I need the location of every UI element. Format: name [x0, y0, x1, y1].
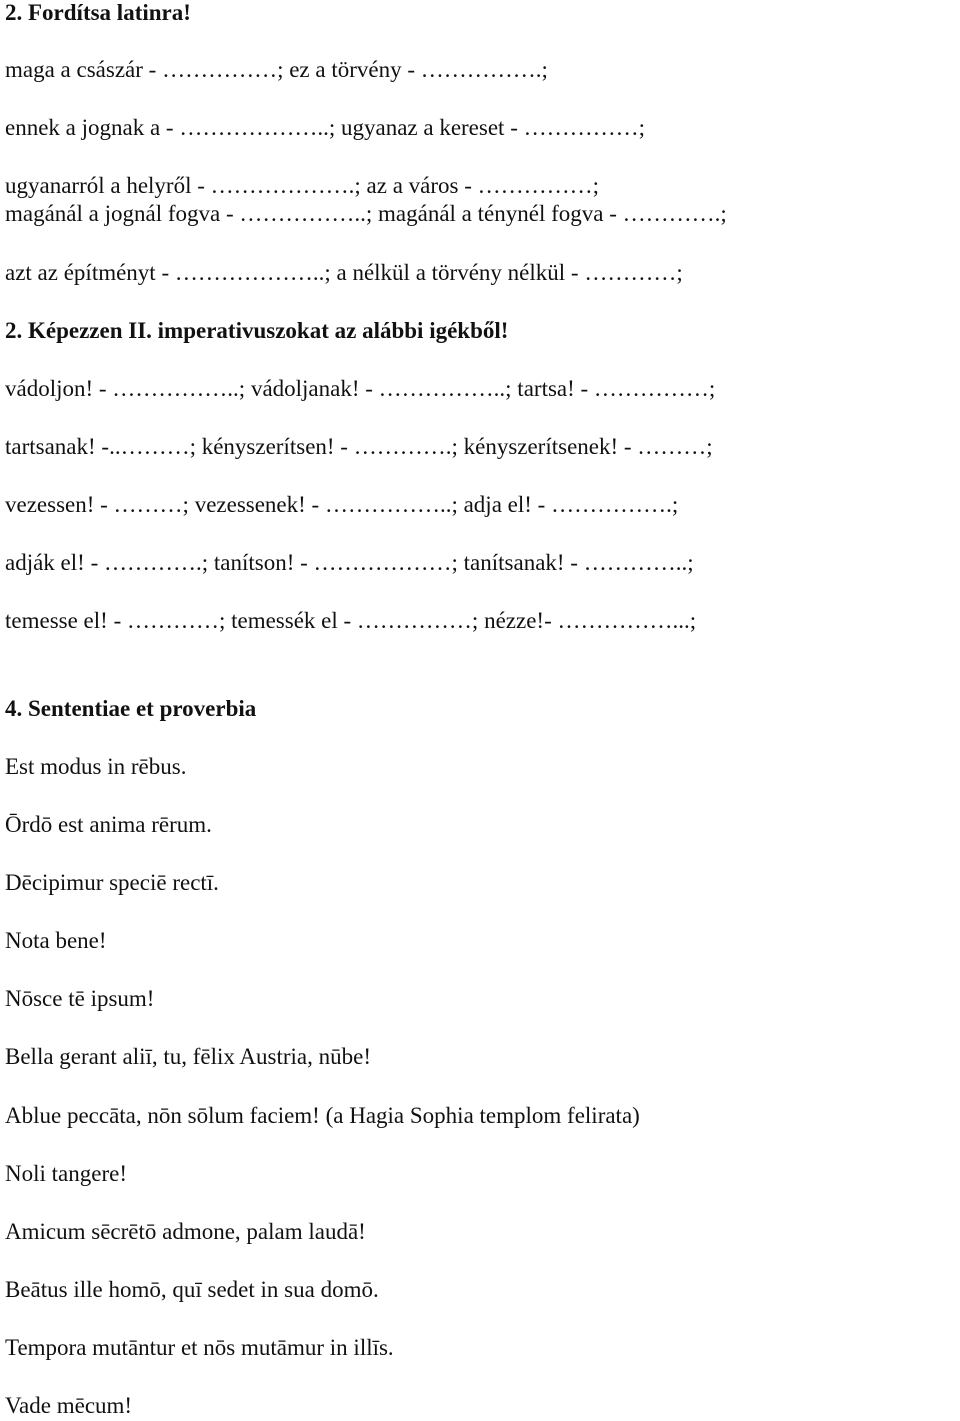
- section-heading-proverbs: 4. Sententiae et proverbia: [5, 696, 257, 721]
- exercise-line: temesse el! - …………; temessék el - ……………; nézze!- ……………...;: [5, 608, 697, 633]
- proverb-line: Est modus in rēbus.: [5, 754, 187, 779]
- proverb-line: Ablue peccāta, nōn sōlum faciem! (a Hagia Sophia templom felirata): [5, 1103, 640, 1128]
- proverb-line: Nota bene!: [5, 928, 107, 953]
- proverb-line: Vade mēcum!: [5, 1393, 133, 1418]
- proverb-line: Ōrdō est anima rērum.: [5, 812, 212, 837]
- proverb-line: Noli tangere!: [5, 1161, 127, 1186]
- exercise-line: maga a császár - ……………; ez a törvény - …………….;: [5, 57, 548, 82]
- exercise-line: adják el! - ………….; tanítson! - ………………; tanítsanak! - …………..;: [5, 550, 694, 575]
- proverb-line: Nōsce tē ipsum!: [5, 986, 155, 1011]
- exercise-line: azt az építményt - ………………..; a nélkül a törvény nélkül - …………;: [5, 260, 683, 285]
- proverb-line: Beātus ille homō, quī sedet in sua domō.: [5, 1277, 379, 1302]
- proverb-line: Tempora mutāntur et nōs mutāmur in illīs.: [5, 1335, 394, 1360]
- exercise-line: ennek a jognak a - ………………..; ugyanaz a kereset - ……………;: [5, 115, 645, 140]
- exercise-line: tartsanak! -..………; kényszerítsen! - ………….; kényszerítsenek! - ………;: [5, 434, 713, 459]
- section-heading-translate: 2. Fordítsa latinra!: [5, 0, 191, 25]
- proverb-line: Dēcipimur speciē rectī.: [5, 870, 219, 895]
- exercise-line: magánál a jognál fogva - ……………..; magánál a ténynél fogva - ………….;: [5, 201, 727, 226]
- section-heading-imperatives: 2. Képezzen II. imperativuszokat az alábbi igékből!: [5, 318, 509, 343]
- proverb-line: Amicum sēcrētō admone, palam laudā!: [5, 1219, 366, 1244]
- exercise-line: vezessen! - ………; vezessenek! - ……………..; adja el! - …………….;: [5, 492, 679, 517]
- exercise-line: ugyanarról a helyről - ……………….; az a város - ……………;: [5, 173, 600, 198]
- exercise-line: vádoljon! - ……………..; vádoljanak! - ……………..; tartsa! - ……………;: [5, 376, 716, 401]
- proverb-line: Bella gerant aliī, tu, fēlix Austria, nūbe!: [5, 1044, 371, 1069]
